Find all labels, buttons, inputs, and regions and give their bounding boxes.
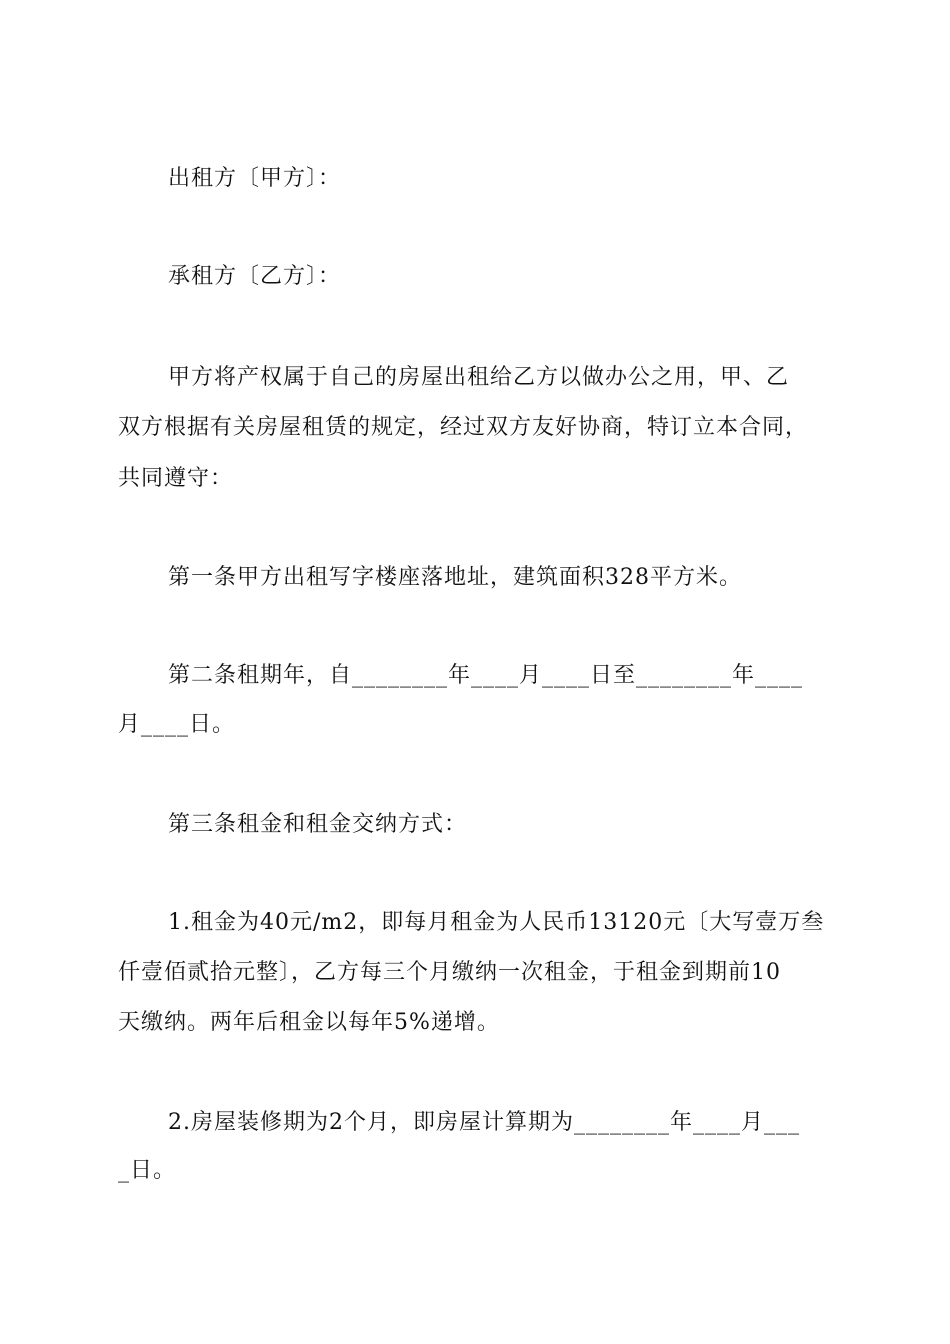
intro-line-1: 甲方将产权属于自己的房屋出租给乙方以做办公之用，甲、乙 — [168, 365, 790, 390]
item-1-line-1: 1.租金为40元/m2，即每月租金为人民币13120元〔大写壹万叁 — [168, 910, 825, 935]
article-2-line-1: 第二条租期年，自________年____月____日至________年____ — [168, 663, 804, 688]
article-3: 第三条租金和租金交纳方式： — [168, 812, 468, 837]
intro-line-3: 共同遵守： — [118, 466, 234, 491]
intro-line-2: 双方根据有关房屋租赁的规定，经过双方友好协商，特订立本合同， — [118, 415, 809, 440]
item-2-line-1: 2.房屋装修期为2个月，即房屋计算期为________年____月___ — [168, 1110, 800, 1135]
lessee-line: 承租方〔乙方〕： — [168, 264, 342, 289]
item-2-line-2: _日。 — [118, 1158, 177, 1183]
lessor-line: 出租方〔甲方〕： — [168, 166, 342, 191]
article-1: 第一条甲方出租写字楼座落地址，建筑面积328平方米。 — [168, 565, 742, 590]
article-2-line-2: 月____日。 — [118, 712, 236, 737]
item-1-line-2: 仟壹佰贰拾元整〕，乙方每三个月缴纳一次租金，于租金到期前10 — [118, 960, 781, 985]
item-1-line-3: 天缴纳。两年后租金以每年5%递增。 — [118, 1010, 500, 1035]
